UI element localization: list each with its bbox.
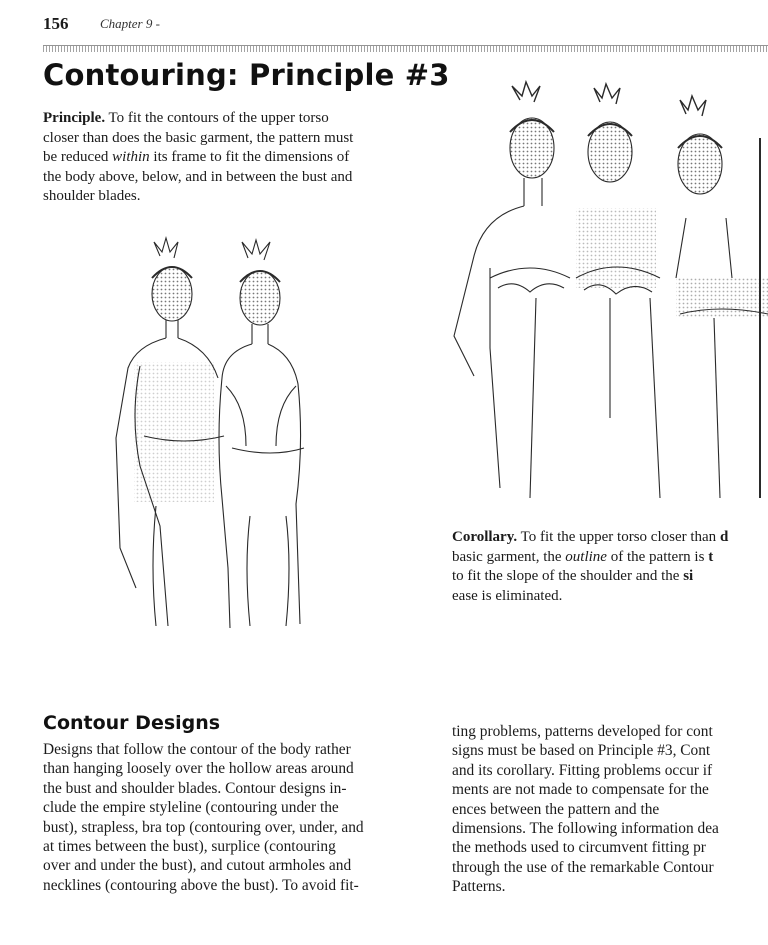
- body-line: ences between the pattern and the: [452, 800, 660, 818]
- body-column-left: [43, 740, 421, 895]
- principle-line: To fit the contours of the upper torso: [105, 110, 329, 126]
- body-line: and its corollary. Fitting problems occur if: [452, 761, 713, 779]
- body-line: the methods used to circumvent fitting pr: [452, 839, 706, 857]
- corollary-lead: Corollary.: [452, 529, 518, 545]
- body-line: Patterns.: [452, 878, 506, 896]
- body-line: Designs that follow the contour of the body rather: [43, 741, 351, 758]
- body-line: signs must be based on Principle #3, Cont: [452, 742, 711, 760]
- section-heading: Contour Designs: [43, 712, 221, 734]
- principle-emphasis: within: [112, 149, 150, 166]
- principle-line: be reduced: [43, 149, 113, 166]
- principle-line: the body above, below, and in between the bust and: [43, 168, 353, 185]
- body-line: over and under the bust), and cutout armholes and: [43, 857, 352, 875]
- body-column-right: [452, 722, 768, 897]
- body-line: through the use of the remarkable Contour: [452, 858, 714, 876]
- body-line: necklines (contouring above the bust). To avoid fit-: [43, 876, 359, 894]
- body-line: the bust and shoulder blades. Contour designs in-: [43, 779, 347, 797]
- corollary-emphasis: outline: [565, 548, 607, 565]
- body-line: dimensions. The following information dea: [452, 820, 719, 838]
- principle-paragraph: [43, 109, 421, 207]
- corollary-line: To fit the upper torso closer than: [517, 529, 720, 545]
- principle-line: closer than does the basic garment, the pattern must: [43, 129, 354, 146]
- corollary-line: basic garment, the: [452, 548, 566, 565]
- page-title: Contouring: Principle #3: [43, 58, 450, 92]
- body-line: clude the empire styleline (contouring under the: [43, 799, 339, 817]
- page-number: 156: [43, 14, 69, 33]
- figure-left-group: [100, 236, 330, 636]
- body-line: than hanging loosely over the hollow areas around: [43, 760, 354, 778]
- chapter-label: Chapter 9 -: [100, 16, 160, 31]
- body-line: ments are not made to compensate for the: [452, 781, 709, 799]
- header-rule: [43, 45, 768, 52]
- corollary-cut: d: [719, 529, 729, 545]
- corollary-cut: si: [683, 568, 694, 585]
- corollary-cut: t: [708, 548, 714, 565]
- principle-line: shoulder blades.: [43, 188, 141, 205]
- figure-right-group: [450, 78, 768, 498]
- body-line: ting problems, patterns developed for cont: [452, 723, 713, 740]
- corollary-line: to fit the slope of the shoulder and the: [452, 568, 684, 585]
- corollary-line: of the pattern is: [606, 548, 709, 565]
- principle-lead: Principle.: [43, 110, 106, 126]
- body-line: bust), strapless, bra top (contouring over, under, and: [43, 818, 364, 836]
- principle-line: its frame to fit the dimensions of: [149, 149, 350, 166]
- corollary-line: ease is eliminated.: [452, 587, 563, 604]
- body-line: at times between the bust), surplice (contouring: [43, 838, 336, 856]
- corollary-paragraph: [452, 528, 768, 606]
